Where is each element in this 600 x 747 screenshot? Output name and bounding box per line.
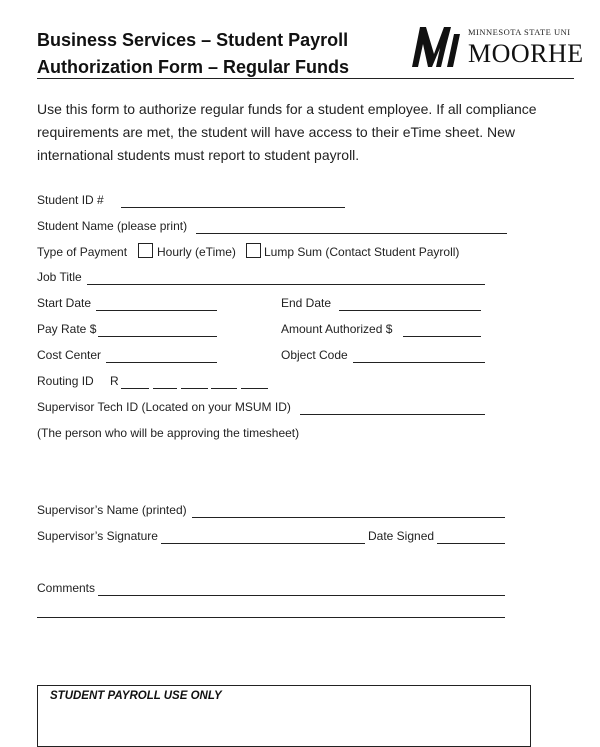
routing-segment-1[interactable] <box>121 388 149 389</box>
routing-prefix: R <box>110 374 119 388</box>
end-date-label: End Date <box>281 296 332 310</box>
start-date-label: Start Date <box>37 296 92 310</box>
msum-logo-icon <box>409 24 463 68</box>
start-date-field[interactable] <box>96 310 217 311</box>
end-date-field[interactable] <box>339 310 481 311</box>
amount-authorized-field[interactable] <box>403 336 481 337</box>
job-title-field[interactable] <box>87 284 485 285</box>
intro-paragraph: Use this form to authorize regular funds for a student employee. If all compliance requirements are met, the student will have access to their eTime sheet. New international students must report to student payroll. <box>37 101 537 163</box>
supervisor-name-label: Supervisor’s Name (printed) <box>37 503 187 517</box>
amount-authorized-label: Amount Authorized $ <box>281 322 393 336</box>
pay-rate-field[interactable] <box>98 336 217 337</box>
lump-sum-checkbox[interactable] <box>246 243 261 258</box>
logo-wordmark: MOORHE <box>468 39 584 68</box>
supervisor-signature-label: Supervisor’s Signature <box>37 529 158 543</box>
comments-field-line-1[interactable] <box>98 595 505 596</box>
job-title-label: Job Title <box>37 270 82 284</box>
supervisor-note: (The person who will be approving the timesheet) <box>37 426 300 440</box>
student-name-label: Student Name (please print) <box>37 219 188 233</box>
hourly-checkbox[interactable] <box>138 243 153 258</box>
cost-center-label: Cost Center <box>37 348 102 362</box>
date-signed-label: Date Signed <box>368 529 435 543</box>
supervisor-tech-id-field[interactable] <box>300 414 485 415</box>
supervisor-signature-field[interactable] <box>161 543 365 544</box>
date-signed-field[interactable] <box>437 543 505 544</box>
payroll-use-only-label: STUDENT PAYROLL USE ONLY <box>50 690 222 702</box>
lump-sum-option-label: Lump Sum (Contact Student Payroll) <box>264 245 460 259</box>
comments-field-line-2[interactable] <box>37 617 505 618</box>
type-of-payment-label: Type of Payment <box>37 245 128 259</box>
title-underline <box>37 78 574 79</box>
cost-center-field[interactable] <box>106 362 217 363</box>
routing-segment-2[interactable] <box>153 388 177 389</box>
logo-university-name: MINNESOTA STATE UNI <box>468 27 571 37</box>
routing-id-label: Routing ID <box>37 374 94 388</box>
object-code-label: Object Code <box>281 348 348 362</box>
student-name-field[interactable] <box>196 233 507 234</box>
object-code-field[interactable] <box>353 362 485 363</box>
hourly-option-label: Hourly (eTime) <box>157 245 236 259</box>
routing-segment-4[interactable] <box>211 388 237 389</box>
pay-rate-label: Pay Rate $ <box>37 322 97 336</box>
form-title-line-1: Business Services – Student Payroll <box>37 30 349 50</box>
supervisor-name-field[interactable] <box>192 517 505 518</box>
student-id-field[interactable] <box>121 207 345 208</box>
form-title-line-2: Authorization Form – Regular Funds <box>37 57 350 77</box>
supervisor-tech-id-label: Supervisor Tech ID (Located on your MSUM ID) <box>37 400 291 414</box>
routing-segment-5[interactable] <box>241 388 268 389</box>
comments-label: Comments <box>37 581 96 595</box>
routing-segment-3[interactable] <box>181 388 208 389</box>
student-id-label: Student ID # <box>37 193 104 207</box>
